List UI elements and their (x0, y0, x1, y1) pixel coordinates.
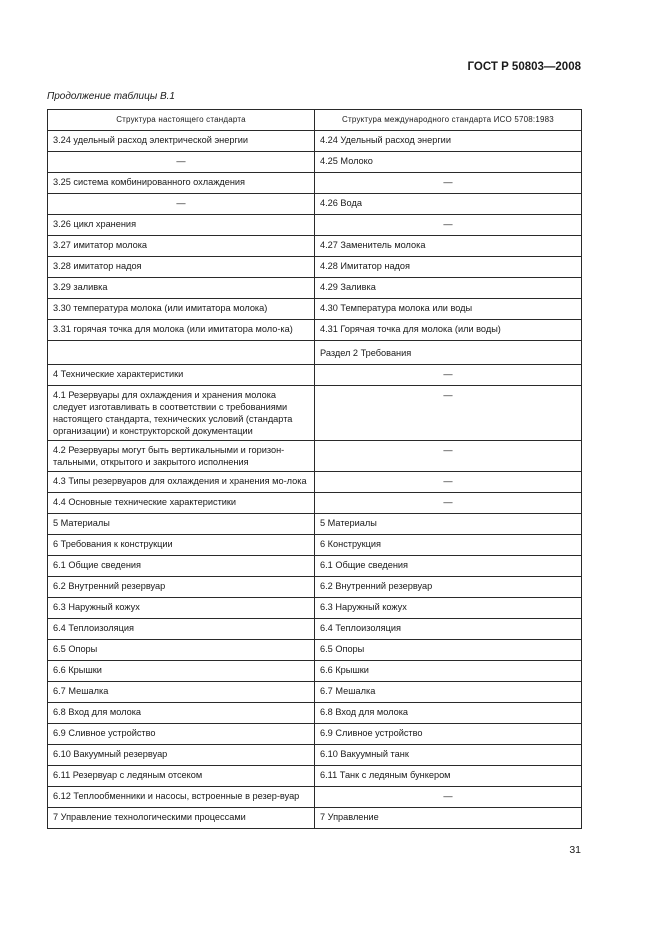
table-row (48, 661, 582, 682)
table-cell: 4.4 Основные технические характеристики (48, 493, 315, 514)
correspondence-table (47, 109, 582, 829)
table-cell: 6.5 Опоры (48, 640, 315, 661)
table-header-row (48, 110, 582, 131)
table-cell: 4.29 Заливка (315, 278, 582, 299)
table-cell: 4.3 Типы резервуаров для охлаждения и хранения мо-лока (48, 472, 315, 493)
table-cell: — (315, 386, 582, 441)
table-row (48, 278, 582, 299)
table-row (48, 257, 582, 278)
table-row (48, 472, 582, 493)
page-number: 31 (569, 844, 581, 856)
table-cell: 5 Материалы (315, 514, 582, 535)
table-row (48, 787, 582, 808)
column-header-international: Структура международного стандарта ИСО 5708:1983 (315, 110, 582, 131)
table-row (48, 577, 582, 598)
table-cell: — (315, 173, 582, 194)
table-row (48, 745, 582, 766)
table-row (48, 152, 582, 173)
table-row (48, 619, 582, 640)
table-row (48, 236, 582, 257)
table-cell: 6.9 Сливное устройство (315, 724, 582, 745)
table-row (48, 173, 582, 194)
table-cell: 6.6 Крышки (48, 661, 315, 682)
table-cell: 4.31 Горячая точка для молока (или воды) (315, 320, 582, 341)
table-cell: 6.4 Теплоизоляция (315, 619, 582, 640)
table-caption: Продолжение таблицы В.1 (47, 91, 175, 102)
table-cell: 6.5 Опоры (315, 640, 582, 661)
table-cell: — (315, 441, 582, 472)
table-cell: 6.10 Вакуумный танк (315, 745, 582, 766)
table-row (48, 598, 582, 619)
table-cell: 4.2 Резервуары могут быть вертикальными и горизон-тальными, открытого и закрытого исполнения (48, 441, 315, 472)
table-cell: 6.8 Вход для молока (48, 703, 315, 724)
table-cell: — (315, 787, 582, 808)
table-cell: 3.28 имитатор надоя (48, 257, 315, 278)
table-row (48, 493, 582, 514)
table-cell: 4.25 Молоко (315, 152, 582, 173)
table-cell: 6 Требования к конструкции (48, 535, 315, 556)
table-cell: 6.7 Мешалка (48, 682, 315, 703)
table-row (48, 514, 582, 535)
table-cell: 7 Управление технологическими процессами (48, 808, 315, 829)
table-row (48, 320, 582, 341)
table-row (48, 766, 582, 787)
table-cell: 6.1 Общие сведения (315, 556, 582, 577)
table-cell: — (48, 194, 315, 215)
table-cell: 6.7 Мешалка (315, 682, 582, 703)
table-cell: 4 Технические характеристики (48, 365, 315, 386)
table-row (48, 215, 582, 236)
table-row (48, 365, 582, 386)
table-cell: Раздел 2 Требования (315, 341, 582, 365)
table-row (48, 535, 582, 556)
table-row (48, 640, 582, 661)
table-cell: 6.2 Внутренний резервуар (315, 577, 582, 598)
table-row (48, 386, 582, 441)
table-body (48, 131, 582, 829)
table-row (48, 808, 582, 829)
table-cell: 4.28 Имитатор надоя (315, 257, 582, 278)
table-cell: — (315, 493, 582, 514)
table-cell: 3.27 имитатор молока (48, 236, 315, 257)
table-cell: 6.3 Наружный кожух (48, 598, 315, 619)
table-row (48, 341, 582, 365)
table-row (48, 299, 582, 320)
table-cell: 6.6 Крышки (315, 661, 582, 682)
table-cell: 3.31 горячая точка для молока (или имитатора моло-ка) (48, 320, 315, 341)
table-cell: 6.3 Наружный кожух (315, 598, 582, 619)
table-row (48, 682, 582, 703)
table-cell: — (315, 365, 582, 386)
table-cell: 4.26 Вода (315, 194, 582, 215)
table-cell: 4.24 Удельный расход энергии (315, 131, 582, 152)
table-cell: 4.30 Температура молока или воды (315, 299, 582, 320)
table-cell: 3.30 температура молока (или имитатора молока) (48, 299, 315, 320)
table-row (48, 441, 582, 472)
table-row (48, 703, 582, 724)
table-cell: — (315, 215, 582, 236)
table-cell: 3.26 цикл хранения (48, 215, 315, 236)
table-cell: 6 Конструкция (315, 535, 582, 556)
column-header-national: Структура настоящего стандарта (48, 110, 315, 131)
table-cell: 6.9 Сливное устройство (48, 724, 315, 745)
table-cell: 6.1 Общие сведения (48, 556, 315, 577)
table-cell: 6.2 Внутренний резервуар (48, 577, 315, 598)
table-row (48, 724, 582, 745)
document-code: ГОСТ Р 50803—2008 (467, 61, 581, 73)
table-cell: 4.1 Резервуары для охлаждения и хранения молока следует изготавливать в соответствии с требованиями настоящего стандарта, технических условий (стандарта организации) и конструкторской документации (48, 386, 315, 441)
table-cell: — (48, 152, 315, 173)
table-cell: 6.8 Вход для молока (315, 703, 582, 724)
table-cell: 6.12 Теплообменники и насосы, встроенные в резер-вуар (48, 787, 315, 808)
table-cell (48, 341, 315, 365)
table-cell: 6.11 Резервуар с ледяным отсеком (48, 766, 315, 787)
table-row (48, 556, 582, 577)
table-cell: 6.10 Вакуумный резервуар (48, 745, 315, 766)
table-cell: 7 Управление (315, 808, 582, 829)
table-cell: 6.11 Танк с ледяным бункером (315, 766, 582, 787)
table-row (48, 131, 582, 152)
table-cell: — (315, 472, 582, 493)
table-cell: 3.25 система комбинированного охлаждения (48, 173, 315, 194)
table-cell: 6.4 Теплоизоляция (48, 619, 315, 640)
table-cell: 4.27 Заменитель молока (315, 236, 582, 257)
table-row (48, 194, 582, 215)
table-cell: 3.29 заливка (48, 278, 315, 299)
table-cell: 5 Материалы (48, 514, 315, 535)
table-cell: 3.24 удельный расход электрической энергии (48, 131, 315, 152)
